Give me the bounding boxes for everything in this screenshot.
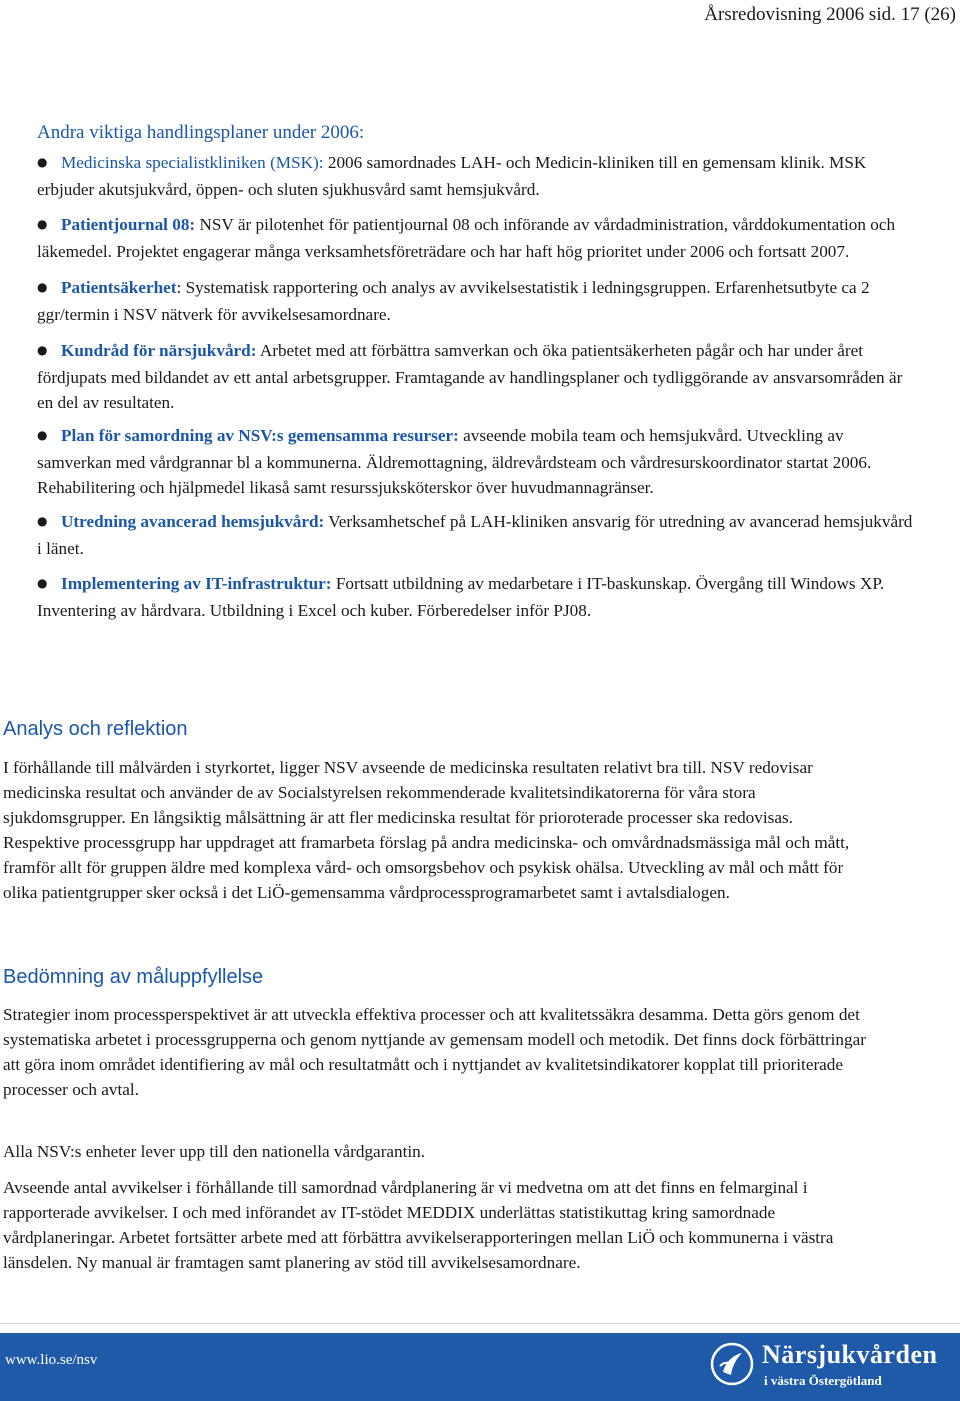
- list-item: [37, 275, 917, 327]
- logo-subtitle: i västra Östergötland: [764, 1373, 882, 1388]
- item-text: NSV är pilotenhet för patientjournal 08 och införande av vårdadministration, vårddokumentation och läkemedel. Projektet engagerar många verksamhetsföreträdare och har haft hög prioritet under 2006 och fortsatt 2007.: [37, 215, 896, 261]
- bullet-icon: ●: [37, 280, 48, 294]
- assessment-heading: Bedömning av måluppfyllelse: [3, 966, 264, 988]
- bullet-icon: ●: [37, 576, 48, 590]
- logo-name: Närsjukvården: [762, 1340, 938, 1369]
- list-item: [37, 212, 917, 264]
- assessment-paragraph-3: Avseende antal avvikelser i förhållande till samordnad vårdplanering är vi medvetna om att det finns en felmarginal i rapporterade avvikelser. I och med införandet av IT-stödet MEDDIX underlättas statistikuttag kring samordnade vårdplaneringar. Arbetet fortsätter arbete med att förbättra avvikelserapporteringen mellan LiÖ och kommunerna i västra länsdelen. Ny manual är framtagen samt planering av stöd till avvikelsesamordnare.: [3, 1178, 834, 1272]
- bullet-icon: ●: [37, 343, 48, 357]
- analysis-paragraph: I förhållande till målvärden i styrkortet, ligger NSV avseende de medicinska resultaten relativt bra till. NSV redovisar medicinska resultat och använder de av Socialstyrelsen rekommenderade kvalitetsindikatorerna för våra stora sjukdomsgrupper. En långsiktig målsättning är att fler medicinska resultat för prioroterade processer ska redovisas. Respektive processgrupp har uppdraget att framarbeta förslag på andra medicinska- och omvårdnadsmässiga mål och mått, framför allt för gruppen äldre med komplexa vård- och omsorgsbehov och psykisk ohälsa. Utveckling av mål och mått för olika patientgrupper sker också i det LiÖ-gemensamma vårdprocessprogramarbetet samt i avtalsdialogen.: [3, 758, 850, 902]
- list-item: [37, 150, 917, 202]
- page-header: Årsredovisning 2006 sid. 17 (26): [704, 4, 956, 25]
- item-text: 2006 samordnades LAH- och Medicin-kliniken till en gemensam klinik. MSK erbjuder akutsjukvård, öppen- och sluten sjukhusvård samt hemsjukvård.: [37, 153, 867, 199]
- logo-mark-icon: [710, 1342, 754, 1386]
- footer-divider: [0, 1323, 960, 1324]
- item-title: Plan för samordning av NSV:s gemensamma resurser:: [61, 426, 459, 445]
- item-text: : Systematisk rapportering och analys av avvikelsestatistik i ledningsgruppen. Erfarenhetsutbyte ca 2 ggr/termin i NSV nätverk för avvikelsesamordnare.: [37, 278, 870, 324]
- list-item: [37, 509, 917, 561]
- footer-url-link[interactable]: www.lio.se/nsv: [5, 1352, 98, 1368]
- item-text: Fortsatt utbildning av medarbetare i IT-baskunskap. Övergång till Windows XP. Inventering av hårdvara. Utbildning i Excel och kuber. Förberedelser inför PJ08.: [37, 574, 885, 620]
- item-text: Arbetet med att förbättra samverkan och öka patientsäkerheten pågår och har under året fördjupats med bildandet av ett antal arbetsgrupper. Framtagande av handlingsplaner och tydliggörande av ansvarsområden är en del av resultaten.: [37, 341, 903, 412]
- item-title: Medicinska specialistkliniken (MSK):: [61, 153, 324, 172]
- analysis-heading: Analys och reflektion: [3, 718, 188, 740]
- assessment-paragraph-1: Strategier inom processperspektivet är att utveckla effektiva processer och att kvalitetssäkra desamma. Detta görs genom det systematiska arbetet i processgrupperna och genom nyttjande av gemensam modell och metodik. Det finns dock förbättringar att göra inom området identifiering av mål och resultatmått och i nyttjandet av kvalitetsindikatorer kopplat till prioriterade processer och avtal.: [3, 1005, 866, 1099]
- list-item: [37, 571, 917, 623]
- narsjukvarden-logo: [710, 1338, 955, 1398]
- bullet-icon: ●: [37, 428, 48, 442]
- bullet-icon: ●: [37, 217, 48, 231]
- item-title: Kundråd för närsjukvård:: [61, 341, 257, 360]
- list-item: [37, 423, 917, 500]
- item-title: Implementering av IT-infrastruktur:: [61, 574, 332, 593]
- item-title: Utredning avancerad hemsjukvård:: [61, 512, 325, 531]
- bullet-icon: ●: [37, 514, 48, 528]
- item-title: Patientjournal 08:: [61, 215, 196, 234]
- item-text: avseende mobila team och hemsjukvård. Utveckling av samverkan med vårdgrannar bl a kommunerna. Äldremottagning, äldrevårdsteam och vårdresurskoordinator startat 2006. Rehabilitering och hjälpmedel likaså samt resurssjuksköterskor över huvudmannagränser.: [37, 426, 872, 497]
- section-title: Andra viktiga handlingsplaner under 2006:: [37, 122, 365, 143]
- item-title: Patientsäkerhet: [61, 278, 177, 297]
- assessment-paragraph-2: Alla NSV:s enheter lever upp till den nationella vårdgarantin.: [3, 1142, 426, 1161]
- item-text: Verksamhetschef på LAH-kliniken ansvarig för utredning av avancerad hemsjukvård i länet.: [37, 512, 913, 558]
- bullet-icon: ●: [37, 155, 48, 169]
- action-plan-list: [37, 150, 917, 623]
- list-item: [37, 338, 917, 415]
